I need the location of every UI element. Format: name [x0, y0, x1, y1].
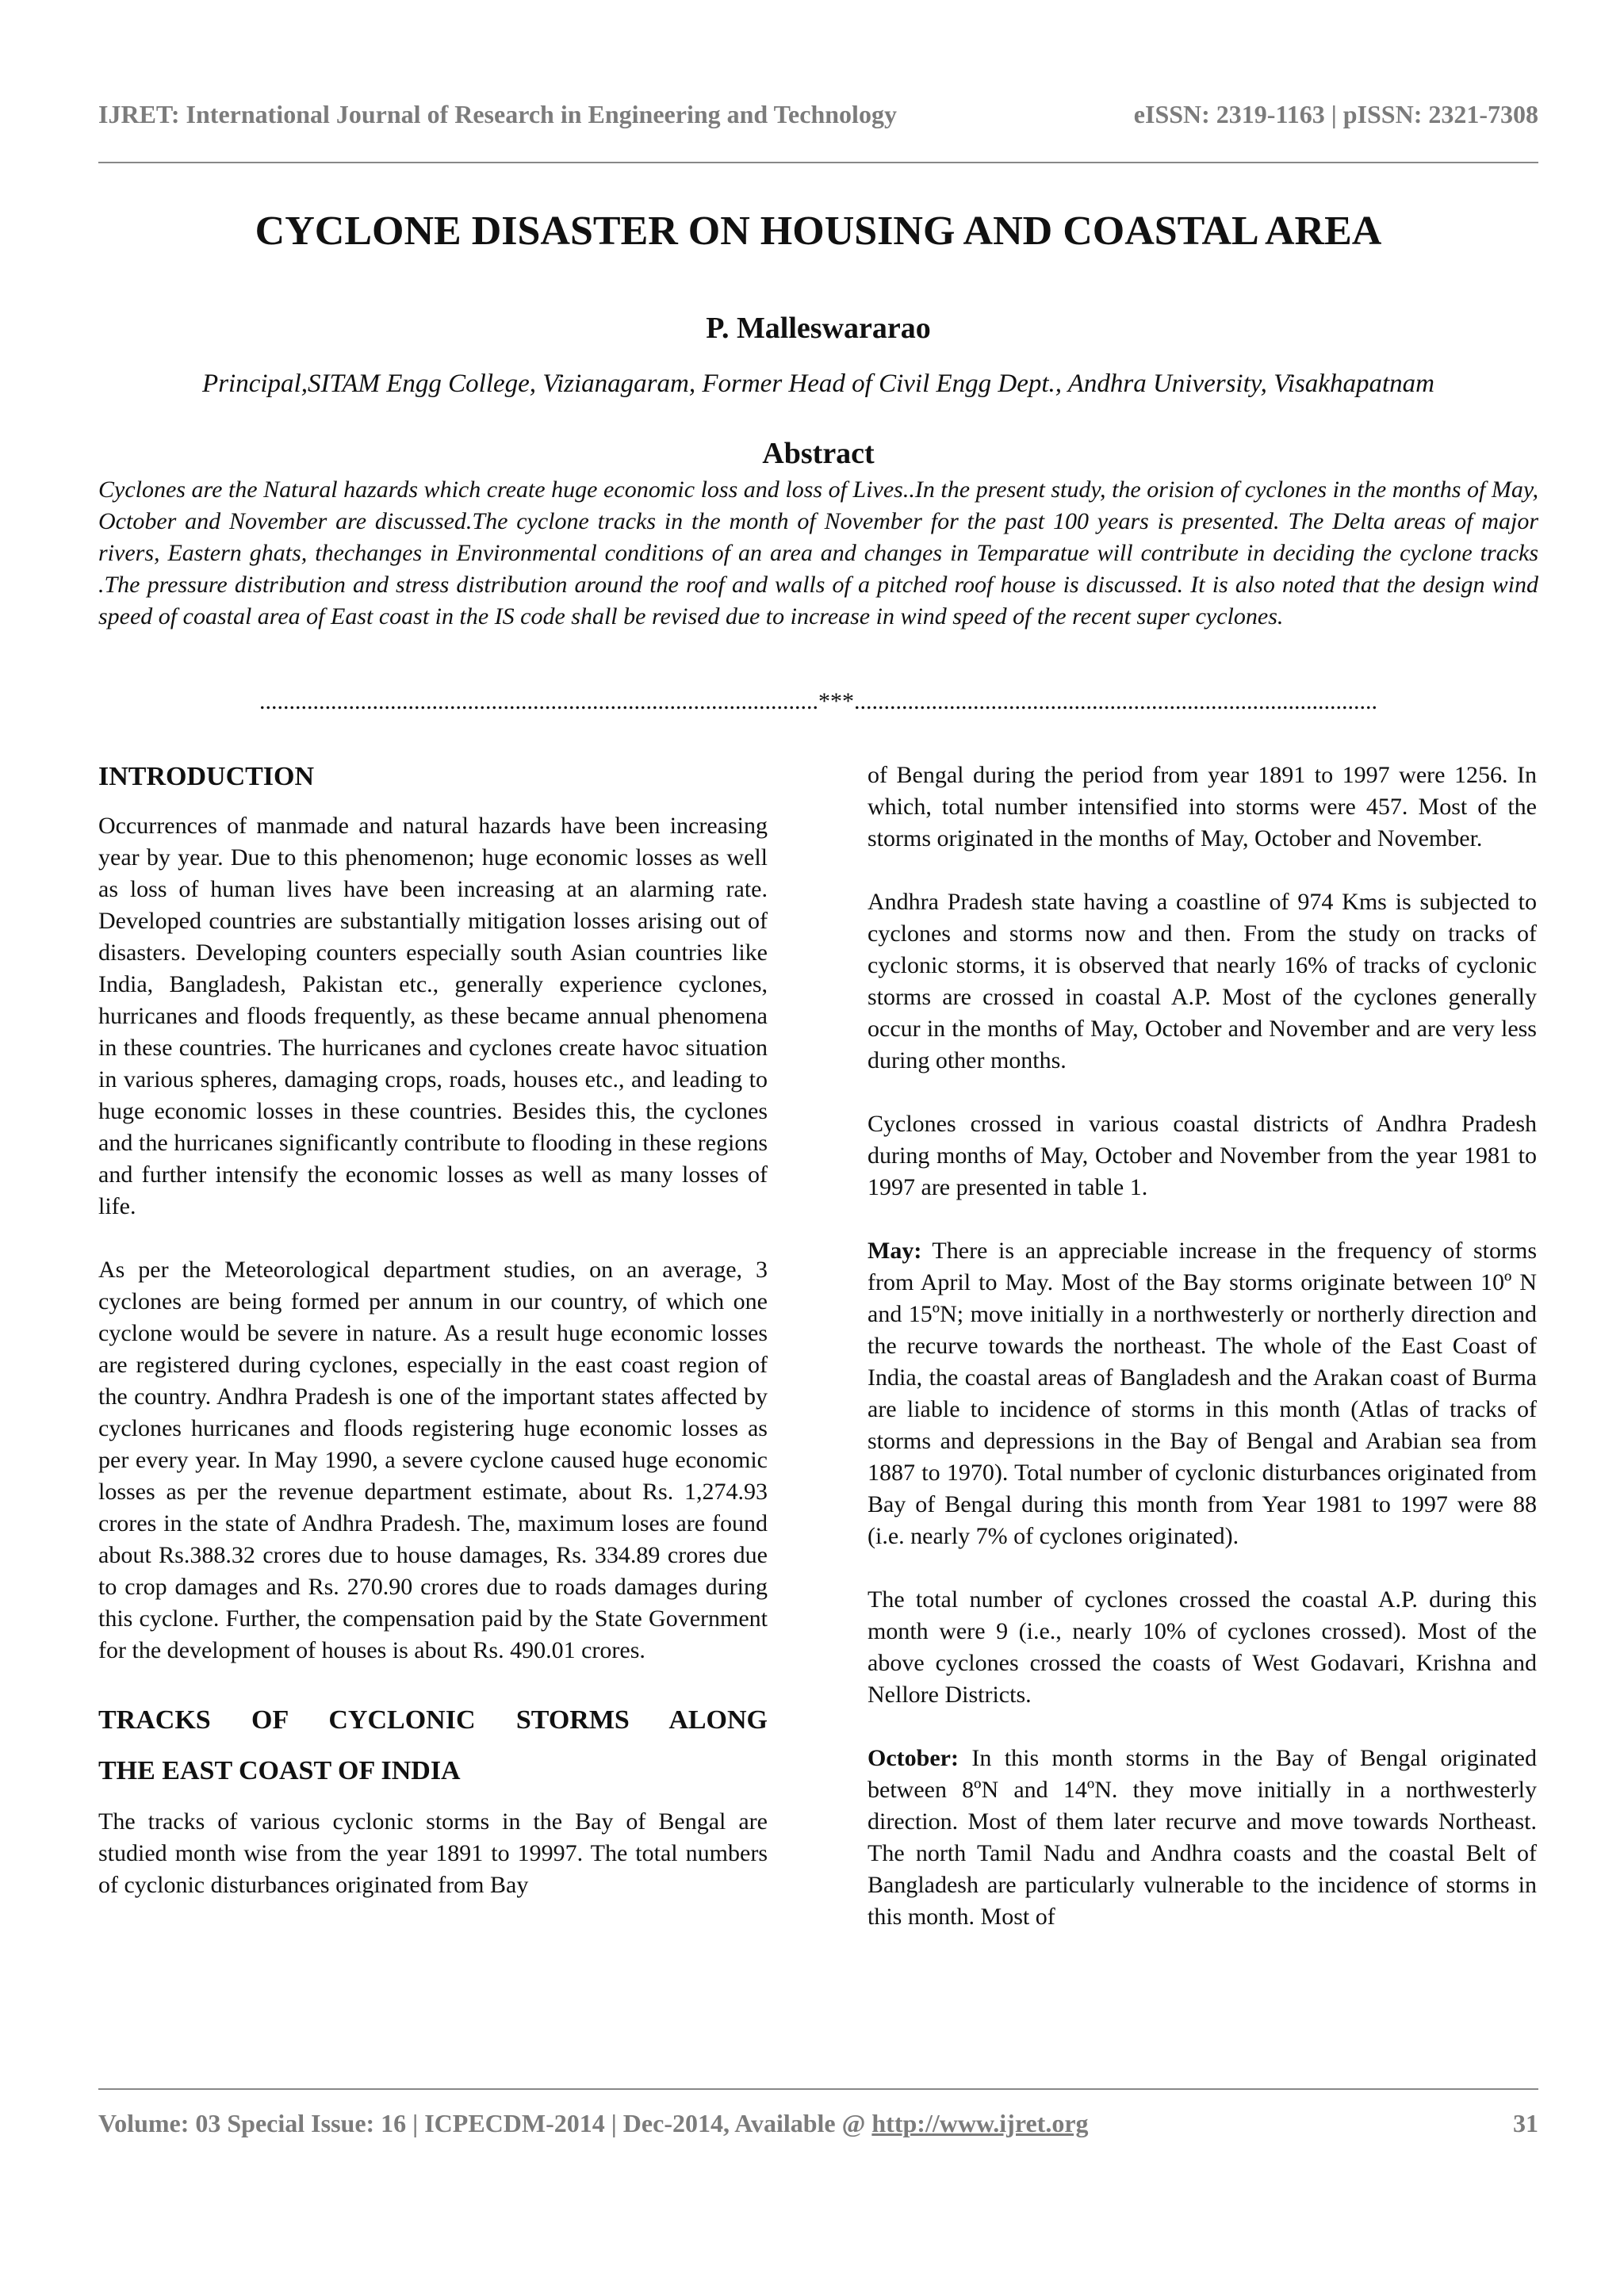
may-label: May: — [868, 1238, 922, 1264]
running-footer — [98, 2109, 1538, 2138]
right-paragraph-2: Andhra Pradesh state having a coastline of 974 Kms is subjected to cyclones and storms now and then. From the study on tracks of cyclonic storms, it is observed that nearly 16% of tracks of cyclonic storms are crossed in coastal A.P. Most of the cyclones generally occur in the months of May, October and November and are very less during other months. — [868, 889, 1537, 1073]
introduction-paragraph-1: Occurrences of manmade and natural hazards have been increasing year by year. Due to this phenomenon; huge economic losses as well as loss of human lives have been increasing at an alarming rate. Developed countries are substantially mitigation losses arising out of disasters. Developing counters especially south Asian countries like India, Bangladesh, Pakistan etc., generally experience cyclones, hurricanes and floods frequently, as these became annual phenomena in these countries. The hurricanes and cyclones create havoc situation in various spheres, damaging crops, roads, houses etc., and leading to huge economic losses in these countries. Besides this, the cyclones and the hurricanes significantly contribute to flooding in these regions and further intensify the economic losses as well as many losses of life. — [98, 813, 768, 1219]
page-number: 31 — [1513, 2109, 1538, 2137]
author-name: P. Malleswararao — [706, 312, 931, 345]
tracks-heading-line-2: THE EAST COAST OF INDIA — [98, 1756, 461, 1785]
issn-info: eISSN: 2319-1163 | pISSN: 2321-7308 — [1133, 100, 1538, 128]
october-label: October: — [868, 1745, 959, 1771]
paper-title: CYCLONE DISASTER ON HOUSING AND COASTAL AREA — [255, 209, 1382, 254]
tracks-heading-line-1: TRACKS OF CYCLONIC STORMS ALONG — [98, 1705, 768, 1735]
running-header — [98, 100, 1538, 129]
abstract-heading: Abstract — [762, 437, 875, 470]
tracks-heading — [98, 1695, 768, 1797]
tracks-paragraph-1: The tracks of various cyclonic storms in the Bay of Bengal are studied month wise from the year 1891 to 19997. The total numbers of cyclonic disturbances originated from Bay — [98, 1808, 768, 1898]
left-column — [98, 761, 768, 1901]
footer-info — [98, 2109, 1089, 2138]
volume-text: Volume: 03 Special Issue: 16 | ICPECDM-2014 | Dec-2014, Available @ — [98, 2109, 872, 2137]
abstract-text: Cyclones are the Natural hazards which create huge economic loss and loss of Lives..In the present study, the orision of cyclones in the months of May, October and November are discussed.The cyclone tracks in the month of November for the past 100 years is presented. The Delta areas of major rivers, Eastern ghats, thechanges in Environmental conditions of an area and changes in Temparatue will contribute in deciding the cyclone tracks .The pressure distribution and stress distribution around the roof and walls of a pitched roof house is discussed. It is also noted that the design wind speed of coastal area of East coast in the IS code shall be revised due to increase in wind speed of the recent super cyclones. — [98, 476, 1538, 629]
journal-link[interactable]: http://www.ijret.org — [871, 2109, 1089, 2137]
introduction-paragraph-2: As per the Meteorological department studies, on an average, 3 cyclones are being formed per annum in our country, of which one cyclone would be severe in nature. As a result huge economic losses are registered during cyclones, especially in the east coast region of the country. Andhra Pradesh is one of the important states affected by cyclones hurricanes and floods registering huge economic losses as per every year. In May 1990, a severe cyclone caused huge economic losses as per the revenue department estimate, about Rs. 1,274.93 crores in the state of Andhra Pradesh. The, maximum loses are found about Rs.388.32 crores due to house damages, Rs. 334.89 crores due to crop damages and Rs. 270.90 crores due to roads damages during this cyclone. Further, the compensation paid by the State Government for the development of houses is about Rs. 490.01 crores. — [98, 1257, 768, 1663]
october-text: In this month storms in the Bay of Bengal originated between 8ºN and 14ºN. they move initially in a northwesterly direction. Most of them later recurve and move towards Northeast. The north Tamil Nadu and Andhra coasts and the coastal Belt of Bangladesh are particularly vulnerable to the incidence of storms in this month. Most of — [868, 1745, 1537, 1930]
header-rule — [98, 162, 1538, 163]
right-column — [868, 760, 1537, 1933]
footer-rule — [98, 2088, 1538, 2090]
right-paragraph-5: The total number of cyclones crossed the coastal A.P. during this month were 9 (i.e., nearly 10% of cyclones crossed). Most of the above cyclones crossed the coasts of West Godavari, Krishna and Nellore Districts. — [868, 1586, 1537, 1708]
introduction-heading: INTRODUCTION — [98, 762, 315, 791]
section-separator: ..............................................................................................***........................................................................................ — [259, 688, 1377, 714]
may-paragraph — [868, 1235, 1537, 1552]
may-text: There is an appreciable increase in the frequency of storms from April to May. Most of the Bay storms originate between 10º N and 15ºN; move initially in a northwesterly or northerly direction and the recurve towards the northeast. The whole of the East Coast of India, the coastal areas of Bangladesh and the Arakan coast of Burma are liable to incidence of storms in this month (Atlas of tracks of storms and depressions in the Bay of Bengal and Arabian sea from 1887 to 1970). Total number of cyclonic disturbances originated from Bay of Bengal during this month from Year 1981 to 1997 were 88 (i.e. nearly 7% of cyclones originated). — [868, 1238, 1537, 1549]
journal-name: IJRET: International Journal of Research in Engineering and Technology — [98, 100, 897, 128]
author-affiliation: Principal,SITAM Engg College, Vizianagaram, Former Head of Civil Engg Dept., Andhra University, Visakhapatnam — [202, 369, 1434, 398]
october-paragraph — [868, 1743, 1537, 1933]
right-paragraph-1: of Bengal during the period from year 1891 to 1997 were 1256. In which, total number intensified into storms were 457. Most of the storms originated in the months of May, October and November. — [868, 762, 1537, 851]
right-paragraph-3: Cyclones crossed in various coastal districts of Andhra Pradesh during months of May, October and November from the year 1981 to 1997 are presented in table 1. — [868, 1111, 1537, 1200]
